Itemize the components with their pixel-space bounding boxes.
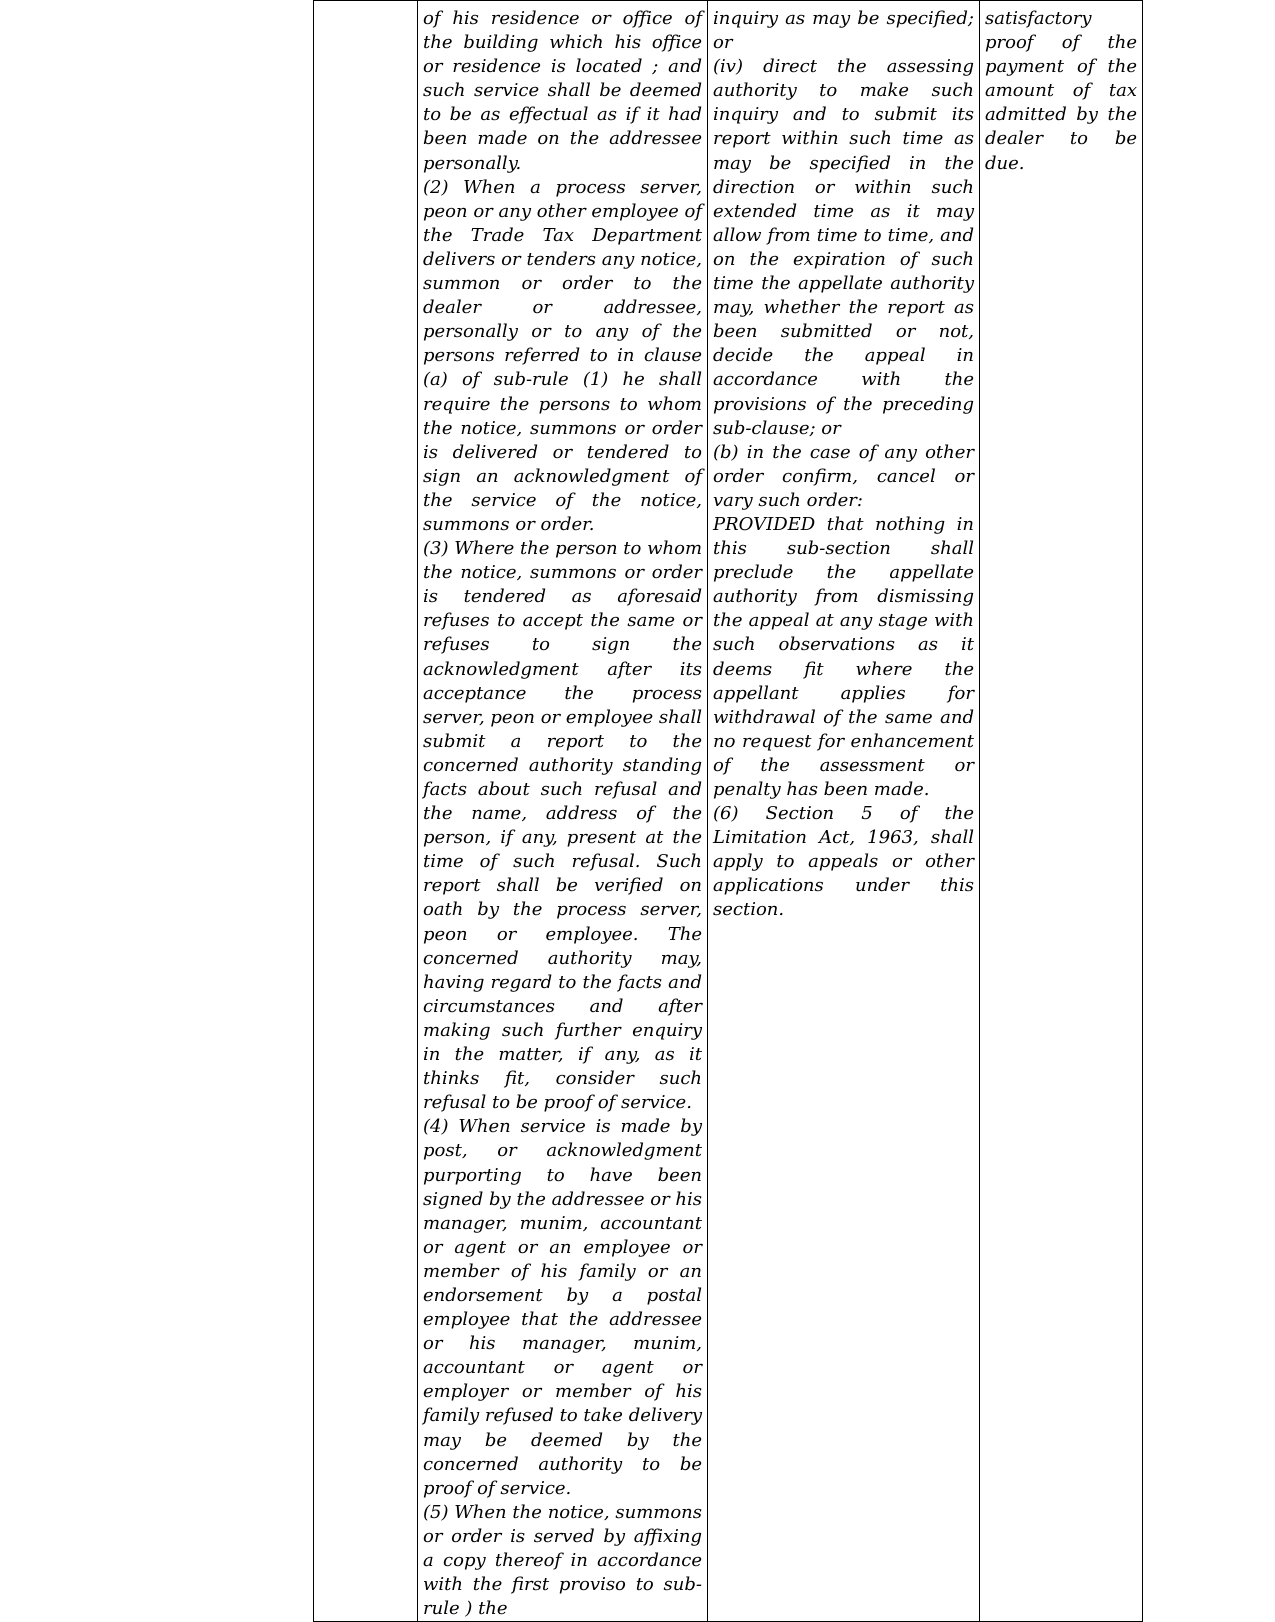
column-3-cell	[708, 1, 980, 1622]
col2-paragraph: of his residence or office of the building which his office or residence is located ; and such service shall be deemed to be as effectual as if it had been made on the addressee personally.	[423, 8, 702, 174]
col3-paragraph: inquiry as may be specified; or	[713, 8, 974, 54]
col2-paragraph: (4) When service is made by post, or acknowledgment purporting to have been signed by the addressee or his manager, munim, accountant or agent or an employee or member of his family or an endorsement by a postal employee that the addressee or his manager, munim, accountant or agent or employer or member of his family refused to take delivery may be deemed by the concerned authority to be proof of service.	[423, 1116, 702, 1499]
column-1-cell	[314, 1, 418, 1622]
col3-paragraph: (b) in the case of any other order confirm, cancel or vary such order:	[713, 441, 974, 511]
table-row	[314, 1, 1143, 1622]
col3-paragraph: PROVIDED that nothing in this sub-section shall preclude the appellate authority from dismissing the appeal at any stage with such observations as it deems fit where the appellant applies for withdrawal of the same and no request for enhancement of the assessment or penalty has been made.	[713, 513, 974, 800]
column-2-cell	[418, 1, 708, 1622]
col2-paragraph: (2) When a process server, peon or any other employee of the Trade Tax Department delivers or tenders any notice, summon or order to the dealer or addressee, personally or to any of the persons referred to in clause (a) of sub-rule (1) he shall require the persons to whom the notice, summons or order is delivered or tendered to sign an acknowledgment of the service of the notice, summons or order.	[423, 176, 702, 535]
col2-paragraph: (3) Where the person to whom the notice, summons or order is tendered as aforesaid refuses to accept the same or refuses to sign the acknowledgment after its acceptance the process server, peon or employee shall submit a report to the concerned authority standing facts about such refusal and the name, address of the person, if any, present at the time of such refusal. Such report shall be verified on oath by the process server, peon or employee. The concerned authority may, having regard to the facts and circumstances and after making such further enquiry in the matter, if any, as it thinks fit, consider such refusal to be proof of service.	[423, 538, 703, 1114]
col3-paragraph: (6) Section 5 of the Limitation Act, 1963, shall apply to appeals or other applications under this section.	[713, 803, 974, 921]
statute-comparison-table	[313, 0, 1143, 1622]
col3-paragraph: (iv) direct the assessing authority to make such inquiry and to submit its report within such time as may be specified in the direction or within such extended time as it may allow from time to time, and on the expiration of such time the appellate authority may, whether the report as been submitted or not, decide the appeal in accordance with the provisions of the preceding sub-clause; or	[713, 56, 974, 439]
col4-paragraph: satisfactory proof of the payment of the amount of tax admitted by the dealer to be due.	[985, 8, 1137, 174]
column-4-cell	[980, 1, 1143, 1622]
col2-paragraph: (5) When the notice, summons or order is served by affixing a copy thereof in accordance with the first proviso to sub-rule ) the	[423, 1501, 702, 1620]
